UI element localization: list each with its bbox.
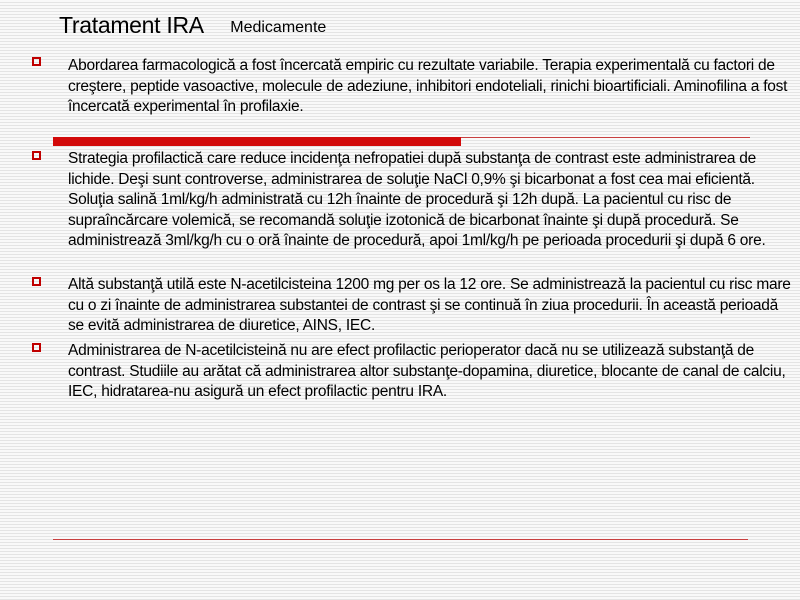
bullet-text-2: Strategia profilactică care reduce incidenţa nefropatiei după substanţa de contrast este administrarea de lichide. Deşi sunt controverse, administrarea de soluţie NaCl 0,9% şi bicarbonat a fost cea mai eficientă. Soluţia salină 1ml/kg/h administrată cu 12h înainte de procedură şi 12h după. La pacientul cu risc de supraîncărcare volemică, se recomandă soluţie izotonică de bicarbonat înainte şi după procedură. Se administrează 3ml/kg/h cu o oră înainte de procedură, apoi 1ml/kg/h pe perioada procedurii şi după 6 ore. — [68, 150, 766, 249]
bullet-text-4: Administrarea de N-acetilcisteină nu are efect profilactic perioperator dacă nu se utilizează substanţă de contrast. Studiile au arătat că administrarea altor substanţe-dopamina, diuretice, blocante de canal de calciu, IEC, hidratarea-nu asigură un efect profilactic pentru IRA. — [68, 342, 786, 400]
divider-thick-accent — [53, 137, 461, 146]
slide-title — [59, 12, 326, 39]
divider-thin-bottom — [53, 539, 748, 540]
bullet-square-icon — [32, 343, 41, 352]
page-subtitle: Medicamente — [230, 19, 327, 36]
bullet-text-1: Abordarea farmacologică a fost încercată empiric cu rezultate variabile. Terapia experimentală cu factori de creştere, peptide vasoactive, molecule de adeziune, inhibitori endoteliali, rinichi bioartificiali. Aminofilina a fost încercată experimental în profilaxie. — [68, 57, 788, 115]
bullet-text-3: Altă substanţă utilă este N-acetilcisteina 1200 mg per os la 12 ore. Se administrează la pacientul cu risc mare cu o zi înainte de administrarea substantei de contrast şi se continuă în ziua procedurii. În această perioadă se evită administrarea de diuretice, AINS, IEC. — [68, 276, 791, 334]
bullet-square-icon — [32, 277, 41, 286]
page-title: Tratament IRA — [59, 12, 204, 38]
bullet-square-icon — [32, 151, 41, 160]
bullet-square-icon — [32, 57, 41, 66]
